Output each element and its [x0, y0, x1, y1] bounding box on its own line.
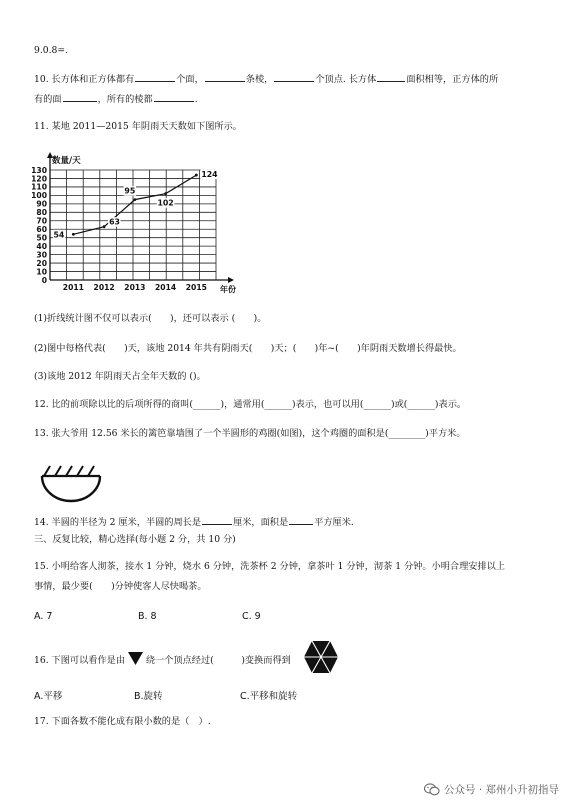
q10-line-1 — [34, 72, 498, 86]
data-label: 63 — [109, 217, 120, 227]
y-tick-label: 70 — [36, 216, 47, 226]
wechat-footer — [424, 782, 559, 797]
y-tick-label: 100 — [31, 191, 47, 201]
q12-line: 12. 比的前项除以比的后项所得的商叫(______)，通常用(______)表示，也可以用(______)或(______)表示。 — [34, 399, 467, 410]
q14-text-c: 平方厘米. — [314, 517, 354, 528]
q10-text-c: 条棱， — [245, 74, 274, 85]
answer-blank[interactable] — [205, 72, 245, 82]
answer-blank[interactable] — [274, 72, 314, 82]
y-axis-label: 数量/天 — [52, 156, 81, 166]
y-tick-label: 50 — [36, 233, 47, 243]
y-tick-label: 10 — [36, 267, 47, 277]
answer-blank[interactable] — [135, 72, 175, 82]
q10-text-h: . — [194, 94, 198, 105]
wechat-icon — [424, 783, 440, 796]
y-tick-label: 30 — [36, 250, 47, 260]
q16-option-b[interactable]: B.旋转 — [134, 691, 163, 702]
answer-blank[interactable] — [289, 515, 313, 525]
y-tick-label: 120 — [31, 174, 47, 184]
q16-line — [34, 652, 291, 667]
y-tick-label: 60 — [36, 225, 47, 235]
data-label: 124 — [201, 170, 218, 180]
q15-option-a[interactable]: A. 7 — [34, 611, 53, 622]
hexagon-figure — [303, 640, 339, 674]
q11-sub2: (2)图中每格代表( )天，该地 2014 年共有阴雨天( )天；( )年~( )年阴雨天数增长得最快。 — [34, 343, 462, 354]
q16-option-a[interactable]: A.平移 — [34, 691, 63, 702]
q10-text-d: 个顶点. 长方体 — [315, 74, 377, 85]
data-point — [195, 174, 198, 177]
y-tick-label: 130 — [31, 165, 47, 175]
answer-blank[interactable] — [63, 92, 97, 102]
q15-line-2: 事情，最少要( )分钟使客人尽快喝茶。 — [34, 581, 207, 592]
data-label: 102 — [157, 198, 174, 208]
answer-blank[interactable] — [377, 72, 405, 82]
x-tick-label: 2015 — [185, 283, 207, 292]
q13-line: 13. 张大爷用 12.56 米长的篱笆靠墙围了一个半圆形的鸡圈(如图)，这个鸡圈的面积是(________)平方米。 — [34, 428, 466, 439]
q10-text-g: ，所有的棱都 — [97, 94, 153, 105]
q17-line: 17. 下面各数不能化成有限小数的是（ ）. — [34, 716, 211, 727]
x-tick-label: 2012 — [93, 283, 115, 292]
black-triangle-icon — [128, 652, 143, 665]
q15-option-c[interactable]: C. 9 — [242, 611, 261, 622]
data-point — [103, 225, 106, 228]
q14-line — [34, 515, 354, 529]
x-tick-label: 2011 — [62, 283, 84, 292]
y-tick-label: 20 — [36, 258, 47, 268]
q11-sub1: (1)折线统计图不仅可以表示( )，还可以表示 ( )。 — [34, 313, 267, 324]
q10-line-2 — [34, 92, 198, 106]
q10-text-a: 10. 长方体和正方体都有 — [34, 74, 135, 85]
semicircle-pen-figure — [36, 456, 106, 506]
x-axis-label: 年份 — [220, 285, 236, 294]
y-tick-label: 80 — [36, 208, 47, 218]
q9-line: 9.0.8=. — [34, 45, 68, 56]
section-3-heading: 三、反复比较，精心选择(每小题 2 分，共 10 分) — [34, 534, 236, 545]
footer-text: 公众号 · 郑州小升初指导 — [443, 784, 559, 796]
y-tick-label: 90 — [36, 199, 47, 209]
data-point — [164, 192, 167, 195]
data-label: 54 — [53, 230, 65, 240]
q11-line: 11. 某地 2011—2015 年阴雨天天数如下图所示。 — [34, 121, 242, 132]
y-tick-label: 40 — [36, 241, 47, 251]
x-axis-arrow — [228, 277, 234, 283]
q14-text-b: 厘米，面积是 — [233, 517, 289, 528]
rainy-days-line-chart — [28, 148, 258, 298]
q11-sub3: (3)该地 2012 年阴雨天占全年天数的 ()。 — [34, 371, 206, 382]
q15-line-1: 15. 小明给客人沏茶，接水 1 分钟，烧水 6 分钟，洗茶杯 2 分钟，拿茶叶 1 分钟，沏茶 1 分钟。小明合理安排以上 — [34, 561, 506, 572]
x-tick-label: 2014 — [155, 283, 177, 292]
q10-text-f: 有的面 — [34, 94, 62, 105]
answer-blank[interactable] — [154, 92, 194, 102]
q10-text-e: 面积相等，正方体的所 — [406, 74, 499, 85]
answer-blank[interactable] — [202, 515, 232, 525]
q16-text-a: 16. 下图可以看作是由 — [34, 655, 126, 666]
data-label: 95 — [124, 186, 136, 196]
data-point — [72, 233, 75, 236]
q16-text-b: 绕一个顶点经过( )变换而得到 — [145, 655, 291, 666]
y-tick-label: 110 — [31, 182, 47, 192]
data-point — [133, 198, 136, 201]
series-line — [73, 175, 196, 234]
q10-text-b: 个面， — [176, 74, 204, 85]
q15-option-b[interactable]: B. 8 — [138, 611, 157, 622]
q14-text-a: 14. 半圆的半径为 2 厘米，半圆的周长是 — [34, 517, 202, 528]
q16-option-c[interactable]: C.平移和旋转 — [240, 691, 298, 702]
y-tick-label: 0 — [41, 275, 47, 285]
x-tick-label: 2013 — [124, 283, 146, 292]
